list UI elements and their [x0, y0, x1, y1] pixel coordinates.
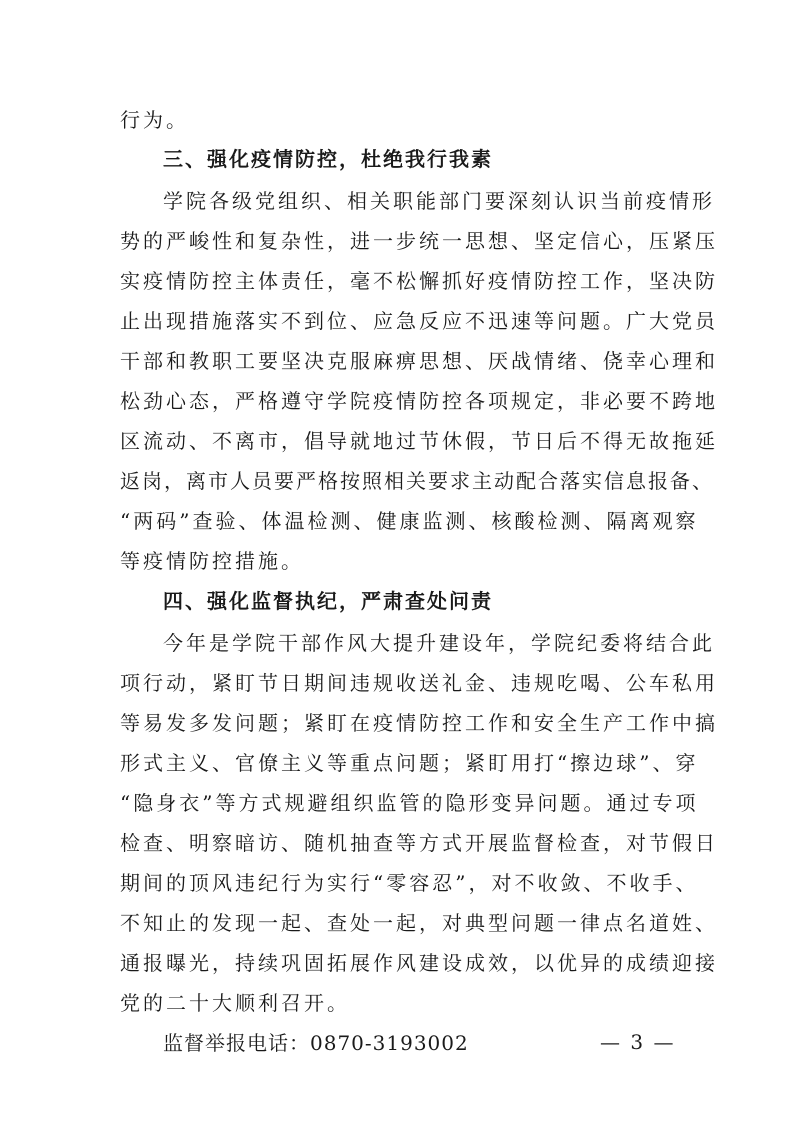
- text-line: 形式主义、官僚主义等重点问题；紧盯用打“擦边球”、穿: [120, 751, 699, 775]
- text-line: 返岗，离市人员要严格按照相关要求主动配合落实信息报备、: [120, 469, 714, 493]
- text-line: 干部和教职工要坚决克服麻痹思想、厌战情绪、侥幸心理和: [120, 349, 718, 373]
- text-line: 期间的顶风违纪行为实行“零容忍”，对不收敛、不收手、: [120, 871, 699, 895]
- text-line: 通报曝光，持续巩固拓展作风建设成效，以优异的成绩迎接: [120, 951, 718, 975]
- text-line: “隐身衣”等方式规避组织监管的隐形变异问题。通过专项: [120, 791, 699, 815]
- text-line: 势的严峻性和复杂性，进一步统一思想、坚定信心，压紧压: [120, 229, 718, 253]
- text-line: 止出现措施落实不到位、应急反应不迅速等问题。广大党员: [120, 309, 718, 333]
- text-line: 学院各级党组织、相关职能部门要深刻认识当前疫情形: [163, 189, 715, 213]
- text-line: 等易发多发问题；紧盯在疫情防控工作和安全生产工作中搞: [120, 711, 718, 735]
- page-number: — 3 —: [600, 1030, 676, 1054]
- text-line: “两码”查验、体温检测、健康监测、核酸检测、隔离观察: [120, 509, 699, 533]
- report-hotline: 监督举报电话：0870-3193002: [163, 1031, 469, 1055]
- section-heading-four: 四、强化监督执纪，严肃查处问责: [163, 589, 493, 613]
- text-line: 等疫情防控措施。: [120, 549, 304, 573]
- text-line: 区流动、不离市，倡导就地过节休假，节日后不得无故拖延: [120, 429, 718, 453]
- text-line: 不知止的发现一起、查处一起，对典型问题一律点名道姓、: [120, 911, 718, 935]
- text-line: 项行动，紧盯节日期间违规收送礼金、违规吃喝、公车私用: [120, 671, 718, 695]
- text-line: 检查、明察暗访、随机抽查等方式开展监督检查，对节假日: [120, 831, 718, 855]
- text-line: 今年是学院干部作风大提升建设年，学院纪委将结合此: [163, 631, 715, 655]
- section-heading-three: 三、强化疫情防控，杜绝我行我素: [163, 147, 493, 171]
- text-line: 党的二十大顺利召开。: [120, 991, 350, 1015]
- text-line: 松劲心态，严格遵守学院疫情防控各项规定，非必要不跨地: [120, 389, 718, 413]
- paragraph-tail-line: 行为。: [120, 108, 189, 132]
- text-line: 实疫情防控主体责任，毫不松懈抓好疫情防控工作，坚决防: [120, 269, 718, 293]
